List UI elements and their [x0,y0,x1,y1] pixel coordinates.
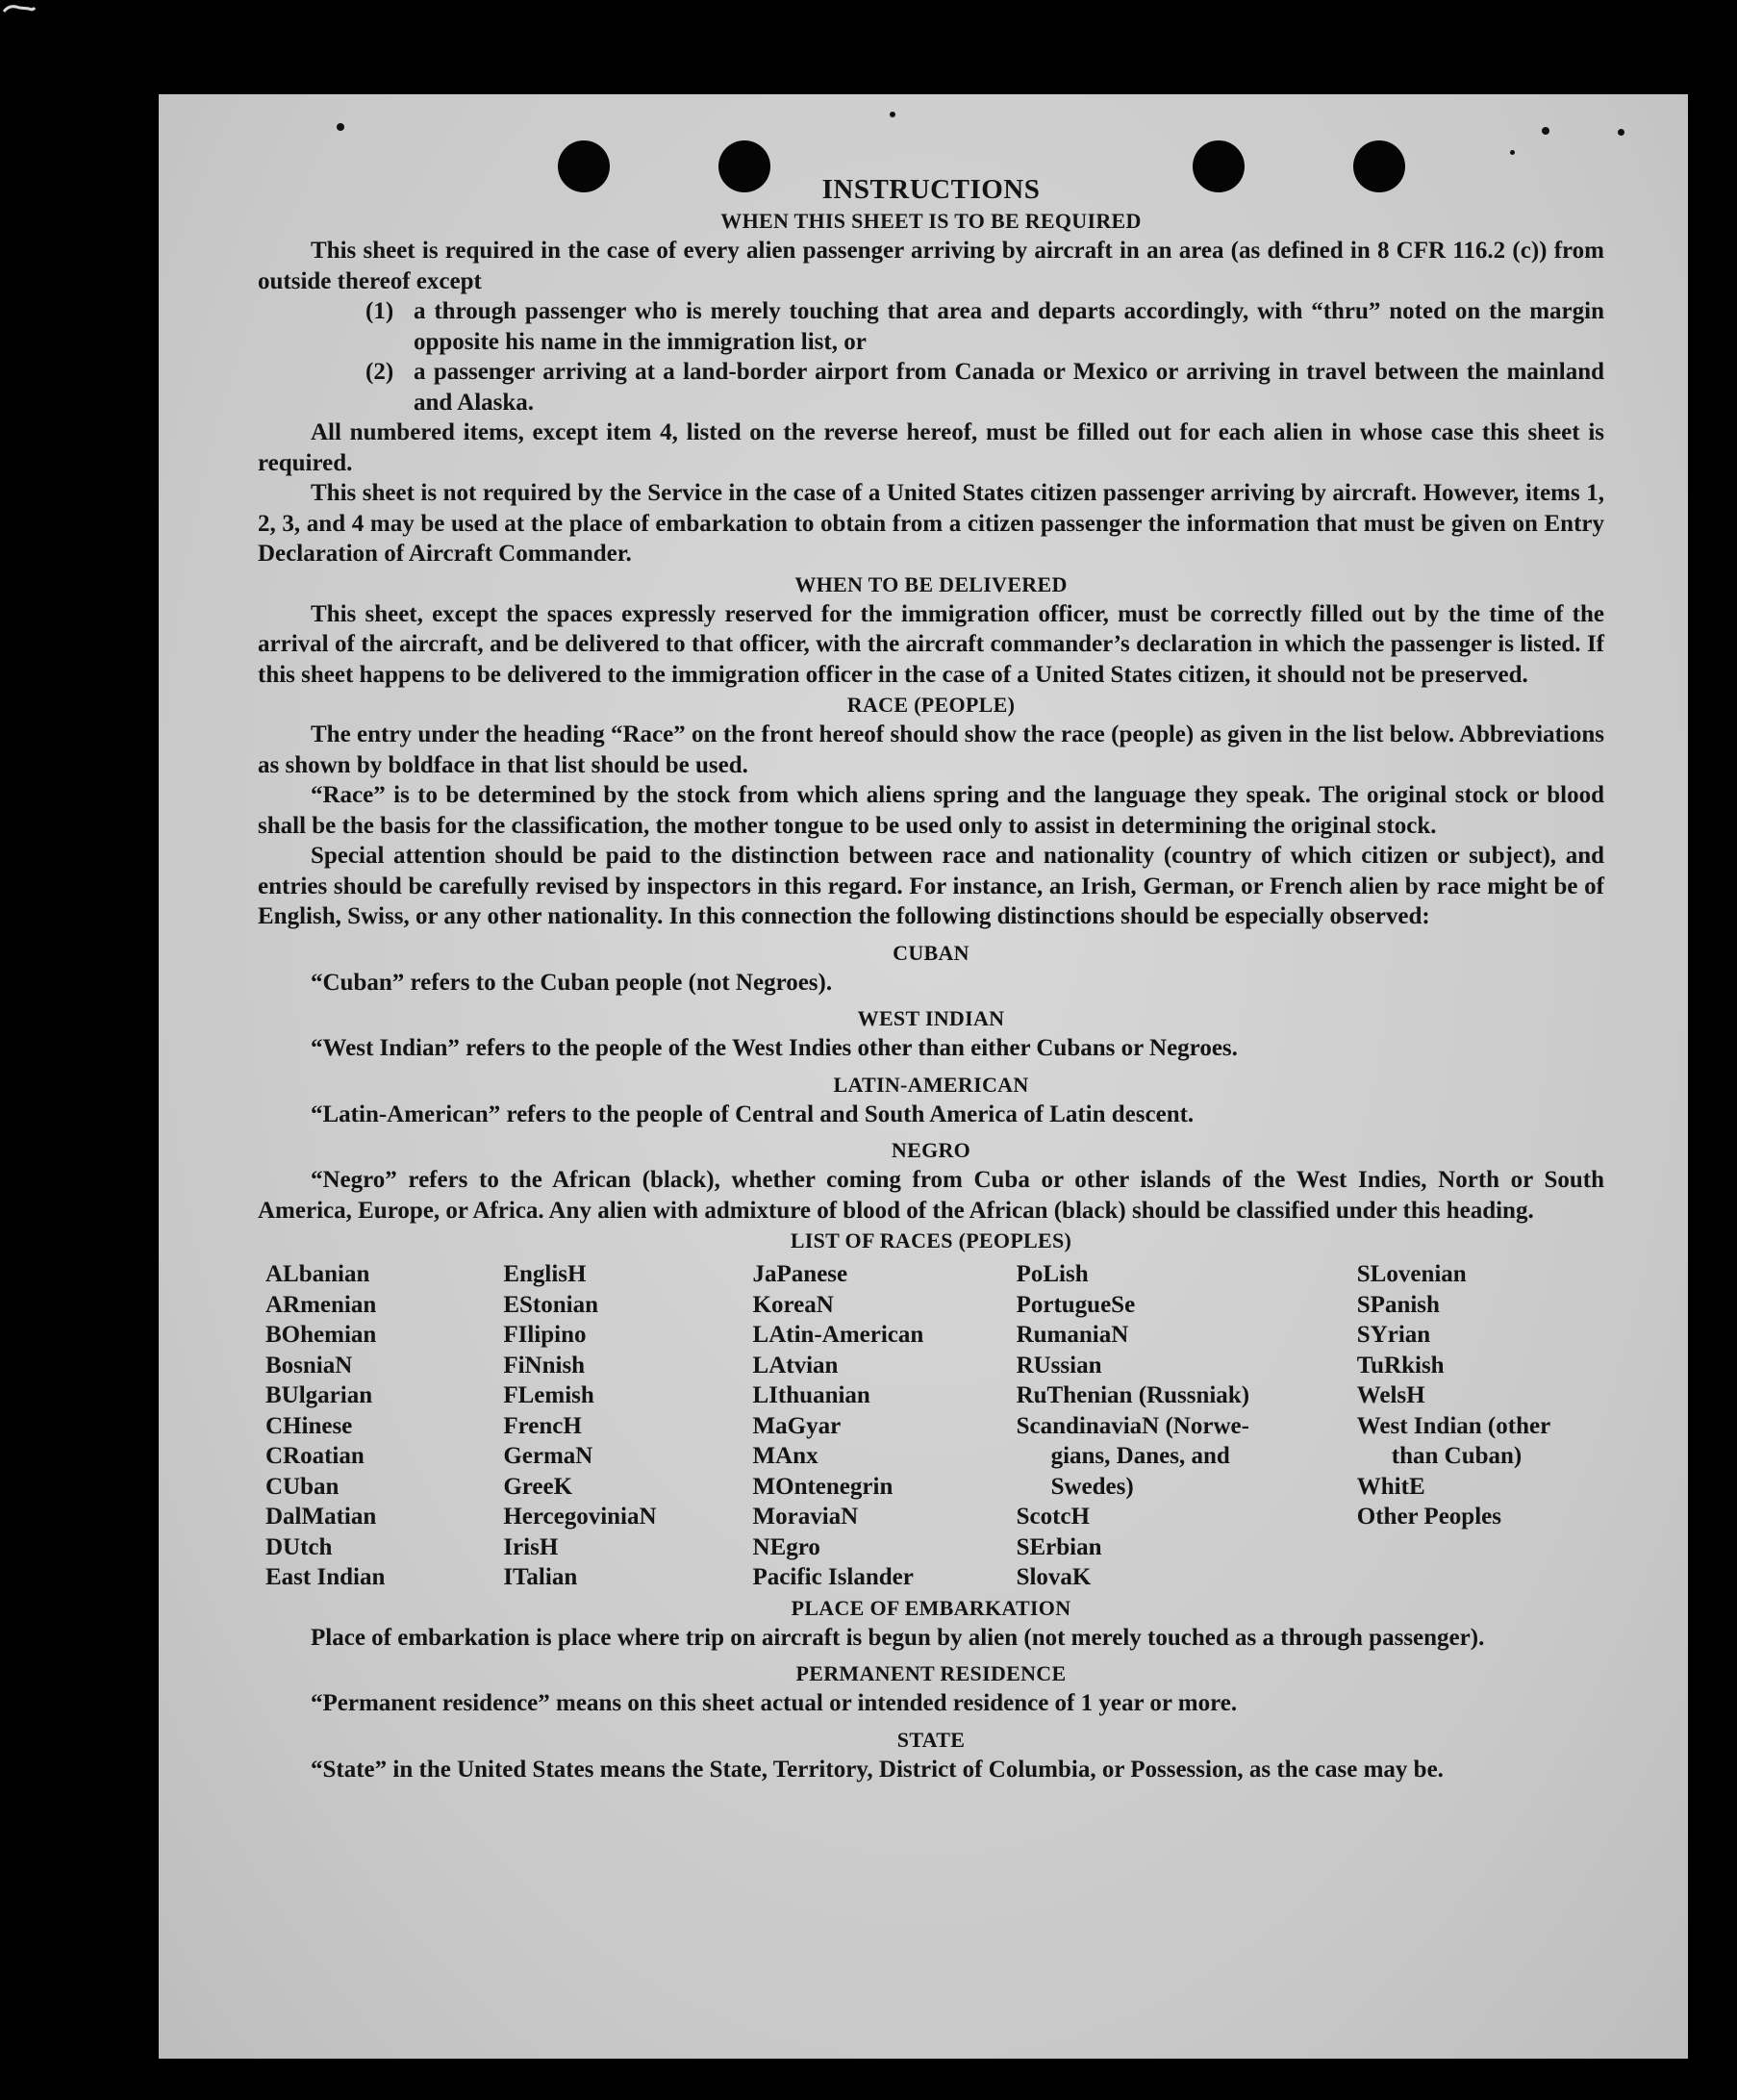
race-entry: ALbanian [265,1261,370,1287]
ink-speck [1510,150,1515,155]
item-text: a passenger arriving at a land-border airport from Canada or Mexico or arriving in travel between the mainland and Alaska. [414,359,1604,416]
race-entry: TuRkish [1356,1352,1445,1379]
paragraph: “West Indian” refers to the people of the West Indies other than either Cubans or Negroes. [311,1035,1238,1061]
section-heading-cuban: CUBAN [893,940,969,965]
section-heading-embarkation: PLACE OF EMBARKATION [791,1595,1071,1620]
paragraph: Place of embarkation is place where trip on aircraft is begun by alien (not merely touched as a through passenger). [311,1624,1485,1651]
section-heading-negro: NEGRO [891,1138,971,1162]
section-heading-delivered: WHEN TO BE DELIVERED [794,571,1068,596]
race-entry: than Cuban) [1391,1443,1523,1469]
exception-item [258,296,1604,357]
race-entry: SErbian [1016,1533,1102,1560]
race-entry: DUtch [265,1533,333,1560]
paragraph: The entry under the heading “Race” on the front hereof should show the race (people) as given in the list below. Abbreviations as shown by boldface in that list should be used. [258,721,1604,778]
race-entry: MaGyar [752,1412,842,1439]
race-entry: CUban [265,1473,340,1500]
section-heading-race: RACE (PEOPLE) [846,693,1016,717]
race-list [258,1259,1604,1593]
paragraph: This sheet is not required by the Service in the case of a United States citizen passenger arriving by aircraft. However, items 1, 2, 3, and 4 may be used at the place of embarkation to obtain from a citizen passenger the information that must be given on Entry Declaration of Aircraft Commander. [258,480,1604,567]
instructions-body [258,173,1604,1784]
race-entry: RuThenian (Russniak) [1016,1382,1250,1408]
race-entry: WelsH [1356,1382,1425,1408]
race-entry: FLemish [503,1382,594,1408]
race-entry: LIthuanian [752,1382,870,1408]
race-entry: Swedes) [1050,1473,1134,1500]
race-entry: SYrian [1356,1322,1431,1348]
race-entry: East Indian [265,1564,386,1590]
race-entry: CHinese [265,1412,353,1439]
race-entry: RumaniaN [1016,1322,1129,1348]
race-entry: ITalian [503,1564,578,1590]
section-heading-latin-american: LATIN-AMERICAN [833,1072,1029,1097]
race-entry: FiNnish [503,1352,586,1379]
race-entry: BUlgarian [265,1382,373,1408]
race-column [1357,1259,1604,1593]
ink-speck [1542,127,1549,135]
race-entry: SlovaK [1016,1564,1092,1590]
race-entry: IrisH [503,1533,559,1560]
race-entry: FrencH [503,1412,582,1439]
race-entry: BosniaN [265,1352,353,1379]
race-column [258,1259,503,1593]
instruction-sheet [159,94,1688,2059]
page-title: INSTRUCTIONS [821,174,1041,205]
paragraph: “State” in the United States means the State, Territory, District of Columbia, or Possession, as the case may be. [311,1756,1444,1783]
race-entry: GreeK [503,1473,573,1500]
exception-item [258,357,1604,417]
item-number: (1) [365,298,394,324]
paragraph: “Race” is to be determined by the stock from which aliens spring and the language they speak. The original stock or blood shall be the basis for the classification, the mother tongue to be used only to assist in determining the original stock. [258,782,1604,839]
race-entry: SLovenian [1356,1261,1467,1287]
race-entry: ScotcH [1016,1504,1090,1530]
race-entry: NEgro [752,1533,820,1560]
scan-mark [0,0,38,19]
ink-speck [890,112,895,117]
race-entry: KoreaN [752,1291,834,1318]
ink-speck [1618,129,1624,136]
race-entry: JaPanese [752,1261,848,1287]
section-heading-residence: PERMANENT RESIDENCE [795,1661,1067,1685]
item-number: (2) [365,359,394,385]
section-heading-list-of-races: LIST OF RACES (PEOPLES) [790,1228,1072,1252]
race-entry: PortugueSe [1016,1291,1136,1318]
race-entry: HercegoviniaN [503,1504,657,1530]
paragraph: “Cuban” refers to the Cuban people (not Negroes). [311,969,833,996]
paragraph: “Latin-American” refers to the people of Central and South America of Latin descent. [311,1101,1195,1127]
race-column [1017,1259,1357,1593]
race-entry: DalMatian [265,1504,377,1530]
paragraph: This sheet, except the spaces expressly reserved for the immigration officer, must be correctly filled out by the time of the arrival of the aircraft, and be delivered to that officer, with the aircraft commander’s declaration in which the passenger is listed. If this sheet happens to be delivered to the immigration officer in the case of a United States citizen, it should not be preserved. [258,600,1604,688]
race-entry: PoLish [1016,1261,1089,1287]
ink-speck [337,123,344,131]
paragraph: All numbered items, except item 4, listed on the reverse hereof, must be filled out for each alien in whose case this sheet is required. [258,419,1604,476]
race-entry: CRoatian [265,1443,365,1469]
race-entry: LAtvian [752,1352,839,1379]
race-entry: Other Peoples [1356,1504,1501,1530]
paragraph: Special attention should be paid to the distinction between race and nationality (country of which citizen or subject), and entries should be carefully revised by inspectors in this regard. For instance, an Irish, German, or French alien by race might be of English, Swiss, or any other nationality. In this connection the following distinctions should be especially observed: [258,843,1604,929]
race-entry: West Indian (other [1356,1412,1551,1439]
item-text: a through passenger who is merely touching that area and departs accordingly, with “thru” noted on the margin opposite his name in the immigration list, or [414,298,1604,355]
section-heading-state: STATE [896,1727,966,1752]
paragraph: “Negro” refers to the African (black), whether coming from Cuba or other islands of the West Indies, North or South America, Europe, or Africa. Any alien with admixture of blood of the African (black) should be classified under this heading. [258,1167,1604,1224]
race-entry: RUssian [1016,1352,1102,1379]
race-entry: MOntenegrin [752,1473,894,1500]
race-entry: MoraviaN [752,1504,859,1530]
race-entry: SPanish [1356,1291,1440,1318]
race-entry: EnglisH [503,1261,587,1287]
paragraph: This sheet is required in the case of every alien passenger arriving by aircraft in an area (as defined in 8 CFR 116.2 (c)) from outside thereof except [258,238,1604,294]
race-entry: ARmenian [265,1291,377,1318]
race-column [753,1259,1017,1593]
race-entry: Pacific Islander [752,1564,914,1590]
race-entry: BOhemian [265,1322,377,1348]
section-heading-required: WHEN THIS SHEET IS TO BE REQUIRED [720,209,1142,233]
race-entry: WhitE [1356,1473,1425,1500]
race-entry: GermaN [503,1443,593,1469]
race-entry: FIlipino [503,1322,587,1348]
race-entry: MAnx [752,1443,818,1469]
race-entry: ScandinaviaN (Norwe- [1016,1412,1249,1439]
race-entry: gians, Danes, and [1050,1443,1230,1469]
paragraph: “Permanent residence” means on this sheet actual or intended residence of 1 year or more. [311,1690,1238,1716]
race-entry: LAtin-American [752,1322,924,1348]
section-heading-west-indian: WEST INDIAN [857,1006,1005,1030]
race-column [503,1259,752,1593]
race-entry: EStonian [503,1291,598,1318]
